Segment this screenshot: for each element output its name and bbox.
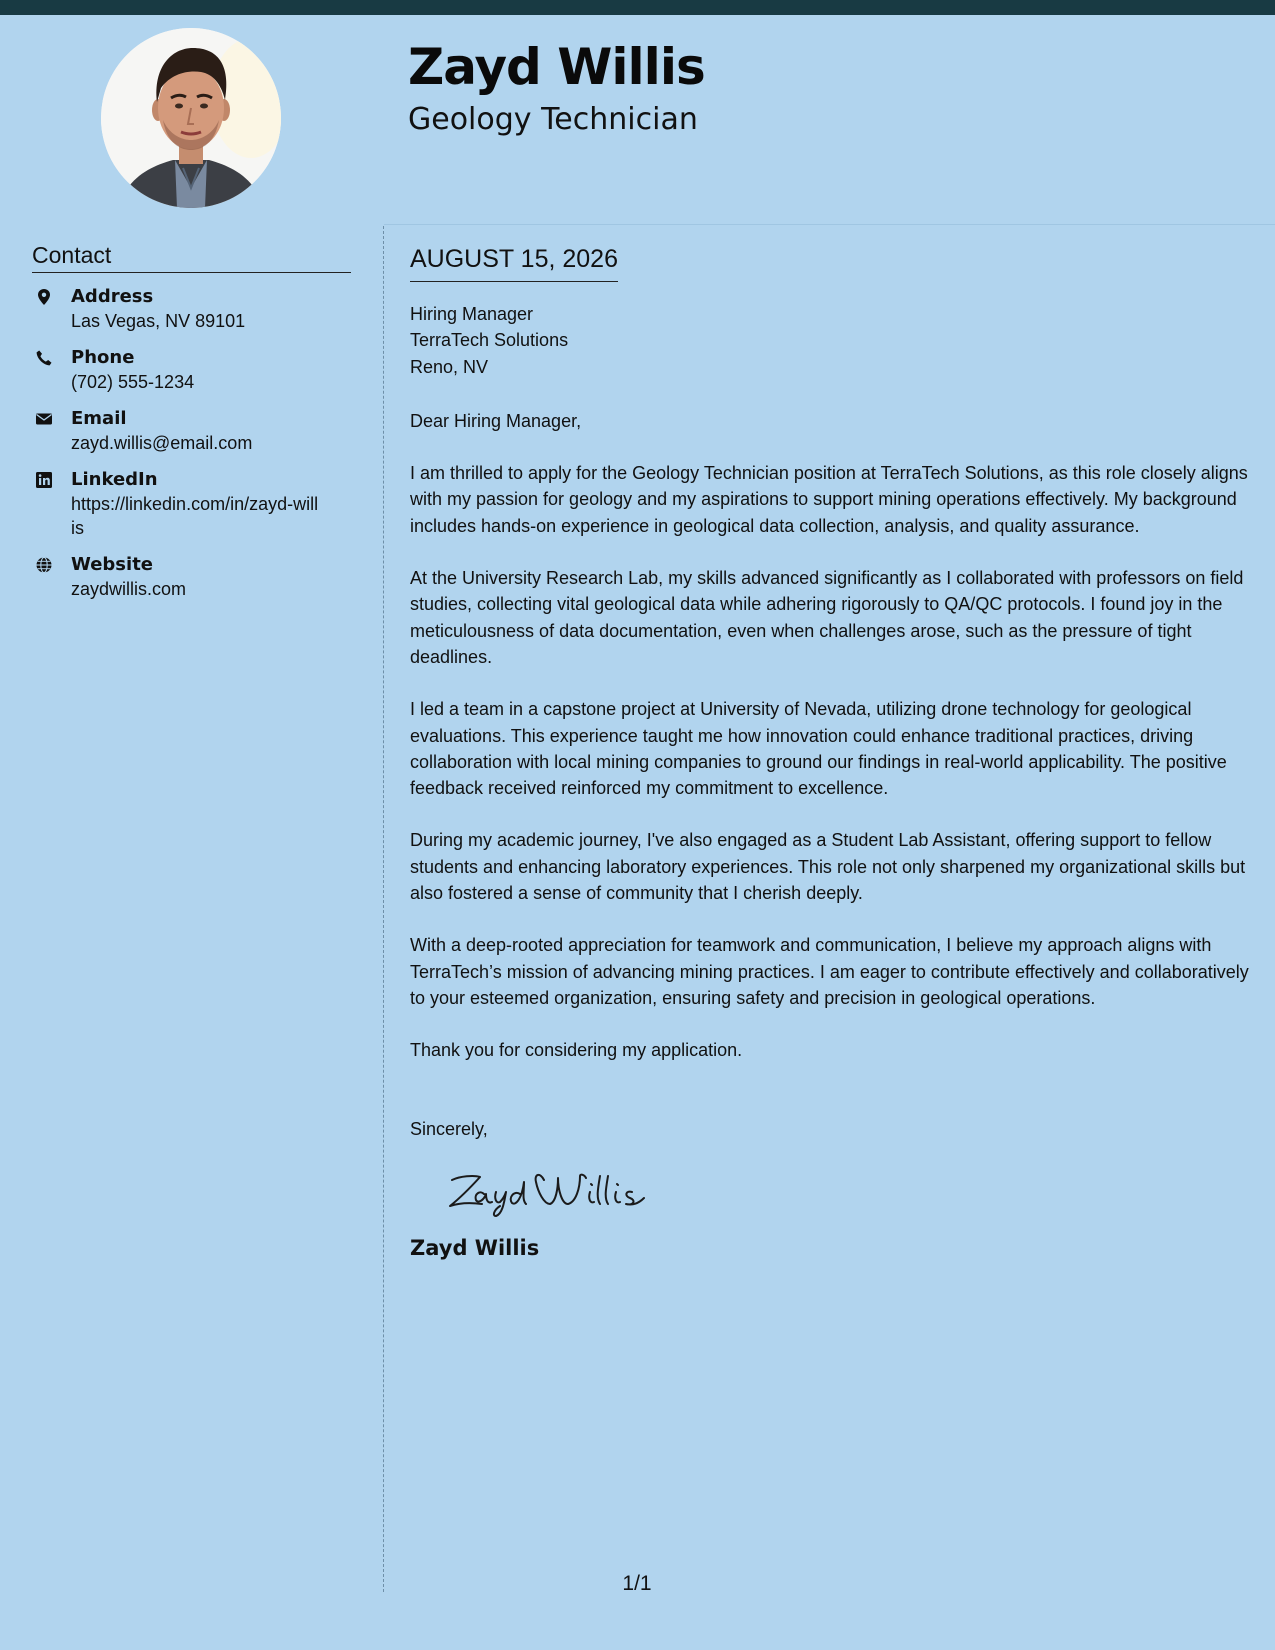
contact-heading: Contact [32, 240, 351, 273]
letter-date: AUGUST 15, 2026 [410, 243, 618, 282]
contact-item-address [32, 285, 351, 333]
recipient-company: TerraTech Solutions [410, 330, 569, 351]
handwritten-signature [440, 1158, 670, 1218]
closing: Sincerely, [410, 1118, 488, 1139]
letter-paragraph: With a deep-rooted appreciation for teamwork and communication, I believe my approach aligns with TerraTech’s mission of advancing mining practices. I am eager to contribute effectively and collaboratively to your esteemed organization, ensuring safety and precision in geological operations. [410, 935, 1249, 1008]
contact-label: Phone [71, 347, 135, 368]
contact-item-email [32, 407, 351, 455]
contact-label: Website [71, 554, 154, 575]
letter-paragraph: Thank you for considering my application. [410, 1040, 743, 1061]
profile-photo [101, 28, 281, 208]
phone-icon [35, 349, 53, 367]
recipient-location: Reno, NV [410, 356, 489, 377]
candidate-title: Geology Technician [408, 102, 698, 137]
contact-label: LinkedIn [71, 469, 158, 490]
envelope-icon [35, 410, 53, 428]
header-divider [384, 224, 1275, 225]
cover-letter-body [410, 243, 1250, 1262]
linkedin-icon [35, 471, 53, 489]
recipient-name: Hiring Manager [410, 304, 534, 324]
signed-name: Zayd Willis [410, 1235, 540, 1260]
contact-value: Las Vegas, NV 89101 [71, 311, 246, 331]
letter-paragraph: I led a team in a capstone project at University of Nevada, utilizing drone technology for geological evaluations. This experience taught me how innovation could enhance traditional practices, driving collaboration with local mining companies to ground our findings in real-world applicability. The positive feedback received reinforced my commitment to excellence. [410, 699, 1227, 799]
globe-icon [35, 556, 53, 574]
map-pin-icon [35, 288, 53, 306]
letter-paragraph: During my academic journey, I've also engaged as a Student Lab Assistant, offering support to fellow students and enhancing laboratory experiences. This role not only sharpened my organizational skills but also fostered a sense of community that I cherish deeply. [410, 830, 1246, 904]
page-number: 1/1 [622, 1572, 652, 1595]
recipient-block [410, 301, 1250, 380]
contact-label: Address [71, 286, 154, 307]
contact-value: zayd.willis@email.com [71, 433, 253, 453]
contact-item-website [32, 553, 351, 601]
contact-item-phone [32, 346, 351, 394]
salutation: Dear Hiring Manager, [410, 410, 582, 431]
letter-paragraph: I am thrilled to apply for the Geology Technician position at TerraTech Solutions, as this role closely aligns with my passion for geology and my aspirations to support mining operations effectively. My background includes hands-on experience in geological data collection, analysis, and quality assurance. [410, 463, 1248, 536]
letter-paragraph: At the University Research Lab, my skills advanced significantly as I collaborated with professors on field studies, collecting vital geological data while adhering rigorously to QA/QC protocols. I found joy in the meticulousness of data documentation, even when challenges arose, such as the pressure of tight deadlines. [410, 568, 1244, 667]
contact-list [32, 285, 351, 614]
contact-label: Email [71, 408, 127, 429]
profile-photo-illustration [101, 28, 281, 208]
top-accent-bar [0, 0, 1275, 15]
contact-item-linkedin [32, 468, 351, 540]
column-divider [383, 226, 384, 1592]
contact-value[interactable]: https://linkedin.com/in/zayd-willis [71, 494, 319, 538]
candidate-name: Zayd Willis [408, 38, 705, 96]
contact-value: (702) 555-1234 [71, 372, 195, 392]
contact-value[interactable]: zaydwillis.com [71, 579, 187, 599]
